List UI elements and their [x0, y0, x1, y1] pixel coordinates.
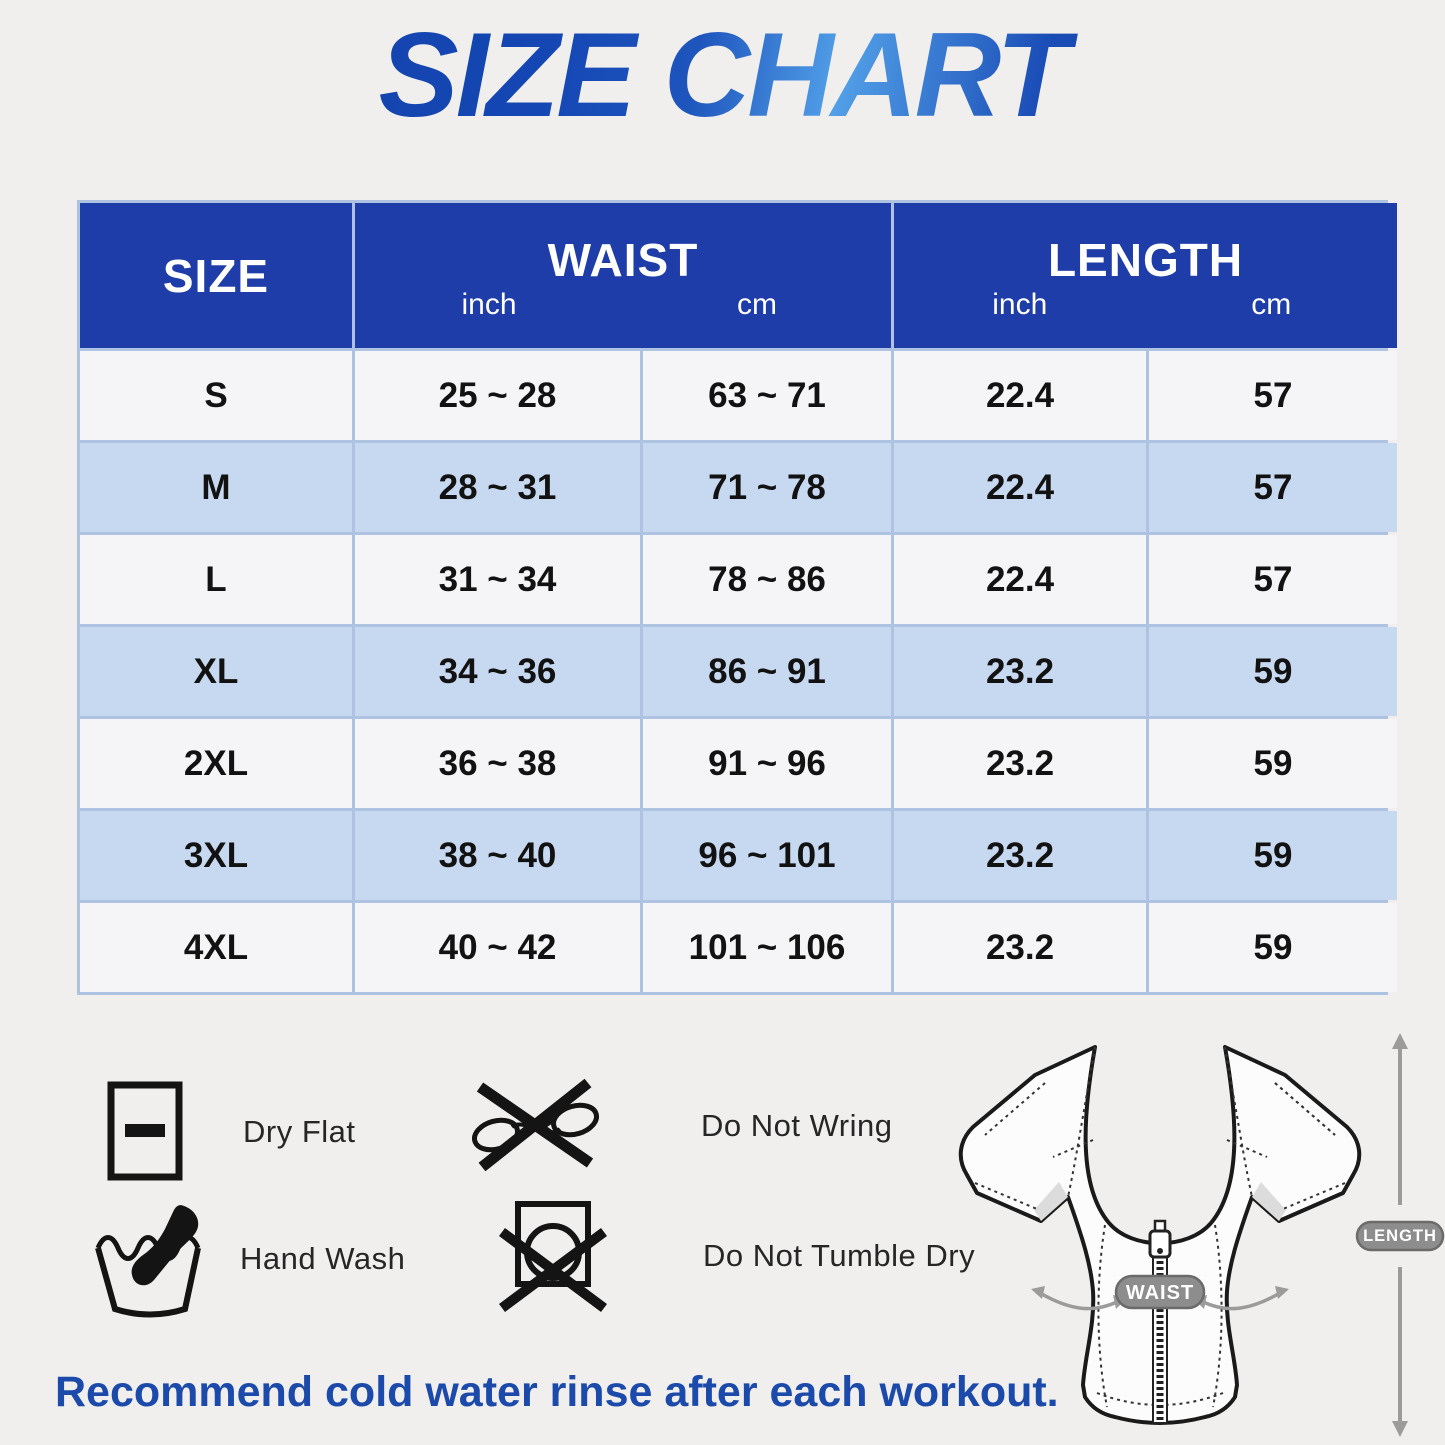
- care-item-hand-wash: [88, 1196, 405, 1321]
- dry-flat-icon: [95, 1079, 195, 1184]
- size-cell: S: [80, 351, 352, 440]
- col-header-size: SIZE: [80, 203, 352, 348]
- size-cell: M: [80, 443, 352, 532]
- hand-wash-icon: [88, 1196, 213, 1321]
- size-cell: 4XL: [80, 903, 352, 992]
- value-cell: 59: [1149, 627, 1397, 716]
- value-cell: 96 ~ 101: [643, 811, 891, 900]
- page-title: SIZE CHART: [0, 6, 1445, 144]
- value-cell: 22.4: [894, 535, 1146, 624]
- zipper: [1150, 1221, 1170, 1423]
- col-header-length-label: LENGTH: [1047, 234, 1244, 287]
- value-cell: 57: [1149, 351, 1397, 440]
- length-units-row: [894, 288, 1397, 322]
- unit-inch-label: inch: [461, 287, 517, 321]
- col-header-length: [894, 203, 1397, 348]
- value-cell: 23.2: [894, 627, 1146, 716]
- value-cell: 22.4: [894, 443, 1146, 532]
- size-cell: 2XL: [80, 719, 352, 808]
- unit-cm-label: cm: [737, 287, 777, 321]
- value-cell: 38 ~ 40: [355, 811, 640, 900]
- value-cell: 23.2: [894, 811, 1146, 900]
- value-cell: 57: [1149, 535, 1397, 624]
- care-item-do-not-tumble-dry: [498, 1192, 975, 1319]
- care-label: Do Not Wring: [701, 1107, 893, 1143]
- care-item-dry-flat: [95, 1078, 356, 1185]
- value-cell: 25 ~ 28: [355, 351, 640, 440]
- value-cell: 59: [1149, 903, 1397, 992]
- waist-units-row: [355, 288, 891, 322]
- unit-cm-label: cm: [1251, 287, 1292, 321]
- value-cell: 34 ~ 36: [355, 627, 640, 716]
- value-cell: 71 ~ 78: [643, 443, 891, 532]
- value-cell: 36 ~ 38: [355, 719, 640, 808]
- size-cell: XL: [80, 627, 352, 716]
- unit-inch-label: inch: [992, 287, 1048, 321]
- care-item-do-not-wring: [468, 1072, 893, 1179]
- value-cell: 31 ~ 34: [355, 535, 640, 624]
- value-cell: 78 ~ 86: [643, 535, 891, 624]
- size-cell: 3XL: [80, 811, 352, 900]
- care-label: Do Not Tumble Dry: [703, 1237, 976, 1273]
- value-cell: 59: [1149, 811, 1397, 900]
- size-table: [77, 200, 1388, 995]
- footer-note: Recommend cold water rinse after each workout.: [55, 1368, 1059, 1416]
- waist-pill-label: WAIST: [1125, 1282, 1195, 1304]
- care-label: Dry Flat: [243, 1113, 356, 1149]
- value-cell: 59: [1149, 719, 1397, 808]
- value-cell: 101 ~ 106: [643, 903, 891, 992]
- value-cell: 57: [1149, 443, 1397, 532]
- do-not-tumble-dry-icon: [498, 1192, 608, 1319]
- care-label: Hand Wash: [240, 1240, 406, 1276]
- value-cell: 23.2: [894, 903, 1146, 992]
- length-pill-label: LENGTH: [1363, 1227, 1437, 1245]
- col-header-waist-label: WAIST: [547, 234, 699, 287]
- value-cell: 63 ~ 71: [643, 351, 891, 440]
- value-cell: 28 ~ 31: [355, 443, 640, 532]
- value-cell: 22.4: [894, 351, 1146, 440]
- value-cell: 91 ~ 96: [643, 719, 891, 808]
- value-cell: 23.2: [894, 719, 1146, 808]
- do-not-wring-icon: [468, 1073, 603, 1178]
- value-cell: 40 ~ 42: [355, 903, 640, 992]
- size-cell: L: [80, 535, 352, 624]
- value-cell: 86 ~ 91: [643, 627, 891, 716]
- col-header-waist: [355, 203, 891, 348]
